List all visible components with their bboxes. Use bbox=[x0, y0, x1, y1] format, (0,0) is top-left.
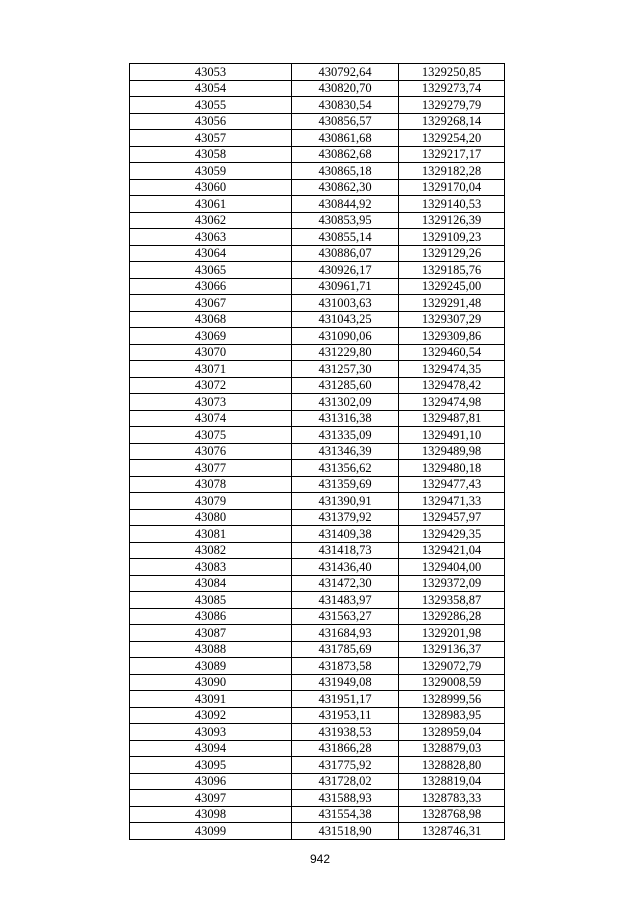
coordinates-table-body bbox=[130, 64, 505, 840]
point-number-cell: 43099 bbox=[130, 823, 292, 840]
table-row bbox=[130, 806, 505, 823]
coordinates-table bbox=[129, 63, 505, 840]
table-row bbox=[130, 344, 505, 361]
table-row bbox=[130, 823, 505, 840]
y-coordinate-cell: 1328768,98 bbox=[399, 806, 505, 823]
y-coordinate-cell: 1329404,00 bbox=[399, 559, 505, 576]
table-row bbox=[130, 526, 505, 543]
table-row bbox=[130, 64, 505, 81]
x-coordinate-cell: 430844,92 bbox=[292, 196, 399, 213]
y-coordinate-cell: 1329136,37 bbox=[399, 641, 505, 658]
y-coordinate-cell: 1328999,56 bbox=[399, 691, 505, 708]
table-row bbox=[130, 146, 505, 163]
table-row bbox=[130, 674, 505, 691]
y-coordinate-cell: 1329129,26 bbox=[399, 245, 505, 262]
x-coordinate-cell: 430830,54 bbox=[292, 97, 399, 114]
y-coordinate-cell: 1328959,04 bbox=[399, 724, 505, 741]
y-coordinate-cell: 1329372,09 bbox=[399, 575, 505, 592]
y-coordinate-cell: 1328983,95 bbox=[399, 707, 505, 724]
x-coordinate-cell: 430792,64 bbox=[292, 64, 399, 81]
y-coordinate-cell: 1329250,85 bbox=[399, 64, 505, 81]
y-coordinate-cell: 1328828,80 bbox=[399, 757, 505, 774]
table-row bbox=[130, 790, 505, 807]
y-coordinate-cell: 1329072,79 bbox=[399, 658, 505, 675]
point-number-cell: 43055 bbox=[130, 97, 292, 114]
page-number: 942 bbox=[309, 852, 331, 866]
table-row bbox=[130, 394, 505, 411]
y-coordinate-cell: 1329307,29 bbox=[399, 311, 505, 328]
x-coordinate-cell: 430861,68 bbox=[292, 130, 399, 147]
point-number-cell: 43091 bbox=[130, 691, 292, 708]
y-coordinate-cell: 1329201,98 bbox=[399, 625, 505, 642]
point-number-cell: 43073 bbox=[130, 394, 292, 411]
x-coordinate-cell: 431335,09 bbox=[292, 427, 399, 444]
table-row bbox=[130, 427, 505, 444]
point-number-cell: 43063 bbox=[130, 229, 292, 246]
y-coordinate-cell: 1329478,42 bbox=[399, 377, 505, 394]
x-coordinate-cell: 430853,95 bbox=[292, 212, 399, 229]
x-coordinate-cell: 431302,09 bbox=[292, 394, 399, 411]
x-coordinate-cell: 430862,68 bbox=[292, 146, 399, 163]
x-coordinate-cell: 431436,40 bbox=[292, 559, 399, 576]
point-number-cell: 43087 bbox=[130, 625, 292, 642]
point-number-cell: 43058 bbox=[130, 146, 292, 163]
y-coordinate-cell: 1329474,35 bbox=[399, 361, 505, 378]
y-coordinate-cell: 1329471,33 bbox=[399, 493, 505, 510]
point-number-cell: 43093 bbox=[130, 724, 292, 741]
x-coordinate-cell: 430886,07 bbox=[292, 245, 399, 262]
table-row bbox=[130, 625, 505, 642]
point-number-cell: 43062 bbox=[130, 212, 292, 229]
table-row bbox=[130, 80, 505, 97]
x-coordinate-cell: 430820,70 bbox=[292, 80, 399, 97]
x-coordinate-cell: 430856,57 bbox=[292, 113, 399, 130]
x-coordinate-cell: 430855,14 bbox=[292, 229, 399, 246]
point-number-cell: 43088 bbox=[130, 641, 292, 658]
x-coordinate-cell: 431866,28 bbox=[292, 740, 399, 757]
table-row bbox=[130, 163, 505, 180]
y-coordinate-cell: 1329429,35 bbox=[399, 526, 505, 543]
table-row bbox=[130, 278, 505, 295]
point-number-cell: 43098 bbox=[130, 806, 292, 823]
point-number-cell: 43095 bbox=[130, 757, 292, 774]
y-coordinate-cell: 1329421,04 bbox=[399, 542, 505, 559]
point-number-cell: 43089 bbox=[130, 658, 292, 675]
point-number-cell: 43059 bbox=[130, 163, 292, 180]
point-number-cell: 43078 bbox=[130, 476, 292, 493]
point-number-cell: 43096 bbox=[130, 773, 292, 790]
table-row bbox=[130, 740, 505, 757]
y-coordinate-cell: 1329245,00 bbox=[399, 278, 505, 295]
table-row bbox=[130, 113, 505, 130]
table-row bbox=[130, 311, 505, 328]
x-coordinate-cell: 430961,71 bbox=[292, 278, 399, 295]
point-number-cell: 43081 bbox=[130, 526, 292, 543]
table-row bbox=[130, 245, 505, 262]
x-coordinate-cell: 431379,92 bbox=[292, 509, 399, 526]
point-number-cell: 43082 bbox=[130, 542, 292, 559]
table-row bbox=[130, 509, 505, 526]
table-row bbox=[130, 724, 505, 741]
y-coordinate-cell: 1329268,14 bbox=[399, 113, 505, 130]
x-coordinate-cell: 431563,27 bbox=[292, 608, 399, 625]
x-coordinate-cell: 431090,06 bbox=[292, 328, 399, 345]
y-coordinate-cell: 1329182,28 bbox=[399, 163, 505, 180]
point-number-cell: 43065 bbox=[130, 262, 292, 279]
point-number-cell: 43074 bbox=[130, 410, 292, 427]
table-row bbox=[130, 262, 505, 279]
x-coordinate-cell: 431409,38 bbox=[292, 526, 399, 543]
point-number-cell: 43083 bbox=[130, 559, 292, 576]
point-number-cell: 43066 bbox=[130, 278, 292, 295]
y-coordinate-cell: 1328783,33 bbox=[399, 790, 505, 807]
x-coordinate-cell: 431316,38 bbox=[292, 410, 399, 427]
point-number-cell: 43079 bbox=[130, 493, 292, 510]
x-coordinate-cell: 431938,53 bbox=[292, 724, 399, 741]
point-number-cell: 43084 bbox=[130, 575, 292, 592]
point-number-cell: 43075 bbox=[130, 427, 292, 444]
y-coordinate-cell: 1328879,03 bbox=[399, 740, 505, 757]
table-row bbox=[130, 97, 505, 114]
y-coordinate-cell: 1329309,86 bbox=[399, 328, 505, 345]
x-coordinate-cell: 431229,80 bbox=[292, 344, 399, 361]
y-coordinate-cell: 1329217,17 bbox=[399, 146, 505, 163]
y-coordinate-cell: 1329480,18 bbox=[399, 460, 505, 477]
point-number-cell: 43070 bbox=[130, 344, 292, 361]
table-row bbox=[130, 707, 505, 724]
table-row bbox=[130, 476, 505, 493]
x-coordinate-cell: 431518,90 bbox=[292, 823, 399, 840]
point-number-cell: 43092 bbox=[130, 707, 292, 724]
y-coordinate-cell: 1329109,23 bbox=[399, 229, 505, 246]
table-row bbox=[130, 229, 505, 246]
point-number-cell: 43071 bbox=[130, 361, 292, 378]
x-coordinate-cell: 431775,92 bbox=[292, 757, 399, 774]
x-coordinate-cell: 431472,30 bbox=[292, 575, 399, 592]
point-number-cell: 43057 bbox=[130, 130, 292, 147]
table-row bbox=[130, 493, 505, 510]
table-row bbox=[130, 196, 505, 213]
point-number-cell: 43097 bbox=[130, 790, 292, 807]
table-row bbox=[130, 592, 505, 609]
table-row bbox=[130, 658, 505, 675]
x-coordinate-cell: 431785,69 bbox=[292, 641, 399, 658]
y-coordinate-cell: 1329474,98 bbox=[399, 394, 505, 411]
y-coordinate-cell: 1328746,31 bbox=[399, 823, 505, 840]
table-row bbox=[130, 460, 505, 477]
table-row bbox=[130, 130, 505, 147]
point-number-cell: 43053 bbox=[130, 64, 292, 81]
y-coordinate-cell: 1329170,04 bbox=[399, 179, 505, 196]
x-coordinate-cell: 431483,97 bbox=[292, 592, 399, 609]
x-coordinate-cell: 431554,38 bbox=[292, 806, 399, 823]
x-coordinate-cell: 431418,73 bbox=[292, 542, 399, 559]
y-coordinate-cell: 1329279,79 bbox=[399, 97, 505, 114]
y-coordinate-cell: 1329491,10 bbox=[399, 427, 505, 444]
table-row bbox=[130, 608, 505, 625]
x-coordinate-cell: 431951,17 bbox=[292, 691, 399, 708]
y-coordinate-cell: 1329489,98 bbox=[399, 443, 505, 460]
y-coordinate-cell: 1329273,74 bbox=[399, 80, 505, 97]
point-number-cell: 43054 bbox=[130, 80, 292, 97]
x-coordinate-cell: 431285,60 bbox=[292, 377, 399, 394]
x-coordinate-cell: 431588,93 bbox=[292, 790, 399, 807]
point-number-cell: 43094 bbox=[130, 740, 292, 757]
y-coordinate-cell: 1329286,28 bbox=[399, 608, 505, 625]
point-number-cell: 43056 bbox=[130, 113, 292, 130]
point-number-cell: 43061 bbox=[130, 196, 292, 213]
x-coordinate-cell: 430862,30 bbox=[292, 179, 399, 196]
x-coordinate-cell: 431346,39 bbox=[292, 443, 399, 460]
x-coordinate-cell: 431684,93 bbox=[292, 625, 399, 642]
x-coordinate-cell: 431728,02 bbox=[292, 773, 399, 790]
y-coordinate-cell: 1329126,39 bbox=[399, 212, 505, 229]
x-coordinate-cell: 431003,63 bbox=[292, 295, 399, 312]
point-number-cell: 43085 bbox=[130, 592, 292, 609]
x-coordinate-cell: 431356,62 bbox=[292, 460, 399, 477]
table-row bbox=[130, 691, 505, 708]
point-number-cell: 43068 bbox=[130, 311, 292, 328]
table-row bbox=[130, 773, 505, 790]
table-row bbox=[130, 757, 505, 774]
table-row bbox=[130, 443, 505, 460]
x-coordinate-cell: 431043,25 bbox=[292, 311, 399, 328]
point-number-cell: 43076 bbox=[130, 443, 292, 460]
table-row bbox=[130, 559, 505, 576]
x-coordinate-cell: 430865,18 bbox=[292, 163, 399, 180]
table-row bbox=[130, 328, 505, 345]
table-row bbox=[130, 410, 505, 427]
y-coordinate-cell: 1329291,48 bbox=[399, 295, 505, 312]
table-row bbox=[130, 295, 505, 312]
y-coordinate-cell: 1329358,87 bbox=[399, 592, 505, 609]
y-coordinate-cell: 1329008,59 bbox=[399, 674, 505, 691]
table-row bbox=[130, 542, 505, 559]
y-coordinate-cell: 1329457,97 bbox=[399, 509, 505, 526]
table-row bbox=[130, 212, 505, 229]
x-coordinate-cell: 431953,11 bbox=[292, 707, 399, 724]
table-row bbox=[130, 361, 505, 378]
y-coordinate-cell: 1329185,76 bbox=[399, 262, 505, 279]
y-coordinate-cell: 1329477,43 bbox=[399, 476, 505, 493]
y-coordinate-cell: 1329487,81 bbox=[399, 410, 505, 427]
table-row bbox=[130, 377, 505, 394]
x-coordinate-cell: 431359,69 bbox=[292, 476, 399, 493]
point-number-cell: 43090 bbox=[130, 674, 292, 691]
x-coordinate-cell: 430926,17 bbox=[292, 262, 399, 279]
point-number-cell: 43072 bbox=[130, 377, 292, 394]
point-number-cell: 43069 bbox=[130, 328, 292, 345]
table-row bbox=[130, 575, 505, 592]
x-coordinate-cell: 431390,91 bbox=[292, 493, 399, 510]
y-coordinate-cell: 1329460,54 bbox=[399, 344, 505, 361]
point-number-cell: 43086 bbox=[130, 608, 292, 625]
y-coordinate-cell: 1329254,20 bbox=[399, 130, 505, 147]
y-coordinate-cell: 1328819,04 bbox=[399, 773, 505, 790]
point-number-cell: 43077 bbox=[130, 460, 292, 477]
table-row bbox=[130, 641, 505, 658]
point-number-cell: 43064 bbox=[130, 245, 292, 262]
point-number-cell: 43067 bbox=[130, 295, 292, 312]
point-number-cell: 43060 bbox=[130, 179, 292, 196]
x-coordinate-cell: 431873,58 bbox=[292, 658, 399, 675]
x-coordinate-cell: 431257,30 bbox=[292, 361, 399, 378]
y-coordinate-cell: 1329140,53 bbox=[399, 196, 505, 213]
x-coordinate-cell: 431949,08 bbox=[292, 674, 399, 691]
table-row bbox=[130, 179, 505, 196]
point-number-cell: 43080 bbox=[130, 509, 292, 526]
